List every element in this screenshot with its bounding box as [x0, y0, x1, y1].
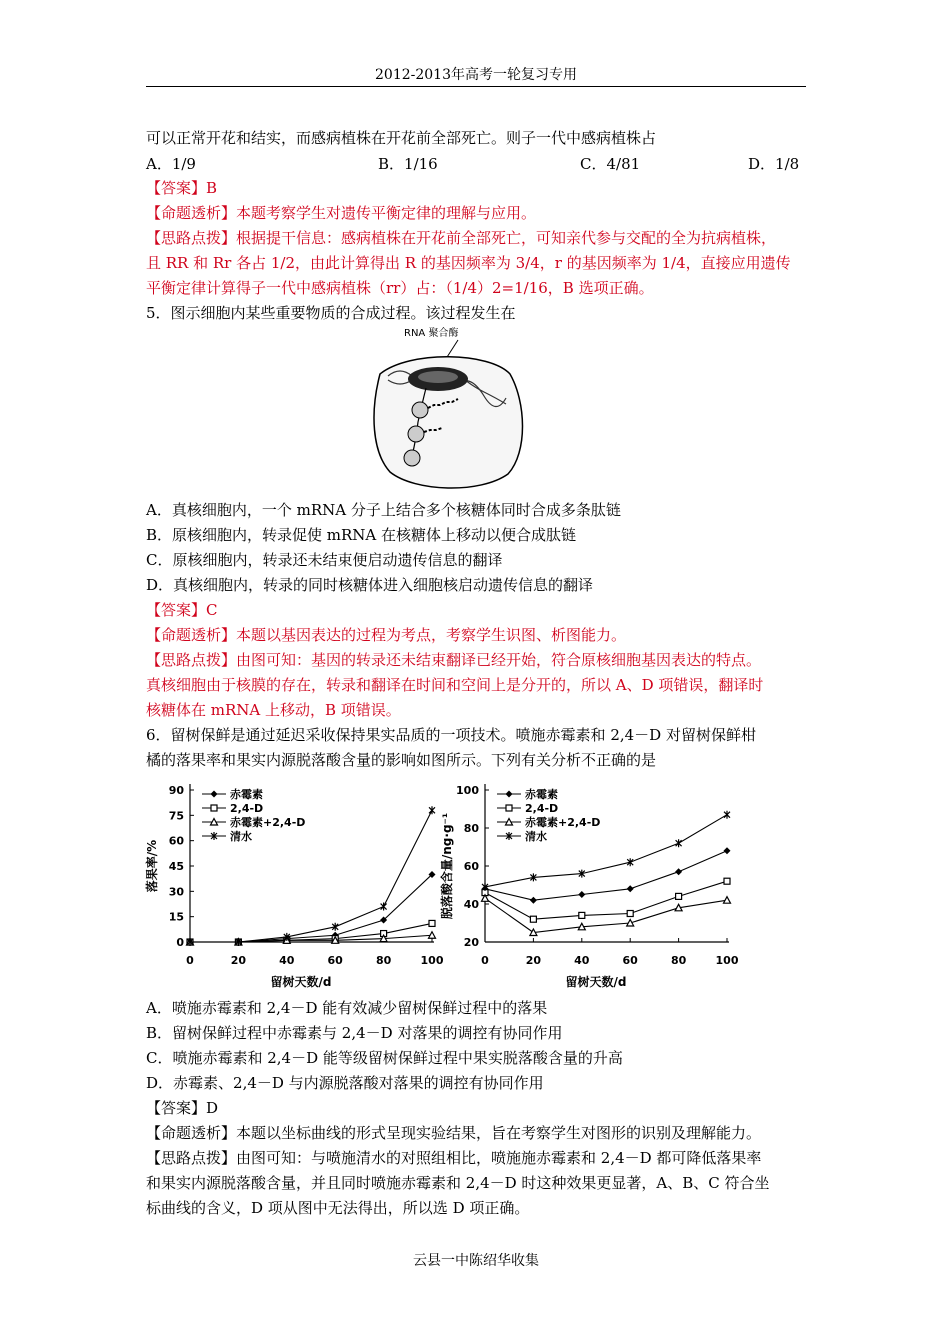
q4-hint-2: 且 RR 和 Rr 各占 1/2，由此计算得出 R 的基因频率为 3/4，r 的基因频率为 1/4，直接应用遗传 [146, 254, 791, 272]
q5-hint-2: 真核细胞由于核膜的存在，转录和翻译在时间和空间上是分开的，所以 A、D 项错误，翻译时 [146, 676, 764, 694]
chart1-x-tick-label: 20 [230, 954, 247, 967]
q5-option-d: D．真核细胞内，转录的同时核糖体进入细胞核启动遗传信息的翻译 [146, 576, 594, 594]
q4-stem: 可以正常开花和结实，而感病植株在开花前全部死亡。则子一代中感病植株占 [146, 129, 657, 147]
chart2-legend-label: 2,4-D [525, 802, 559, 815]
chart2-y-tick-label: 40 [463, 898, 479, 911]
q4-hint-3: 平衡定律计算得子一代中感病植株（rr）占：（1/4）2=1/16，B 选项正确。 [146, 279, 654, 297]
q6-hint-2: 和果实内源脱落酸含量，并且同时喷施赤霉素和 2,4－D 时这种效果更显著，A、B、C 符合坐 [146, 1174, 770, 1192]
chart1-legend-label: 清水 [230, 830, 252, 843]
q5-hint-3: 核糖体在 mRNA 上移动，B 项错误。 [146, 701, 401, 719]
chart1-x-tick-label: 80 [375, 954, 392, 967]
q6-hint-1: 【思路点拨】由图可知：与喷施清水的对照组相比，喷施施赤霉素和 2,4－D 都可降低落果率 [146, 1149, 762, 1167]
chart1-x-tick-label: 40 [279, 954, 295, 967]
chart1-series-line [190, 923, 432, 942]
fruit-drop-chart [140, 772, 444, 1000]
chart1-y-axis-label: 落果率/% [145, 839, 159, 893]
abscisic-acid-chart [435, 772, 739, 1000]
chart1-legend-marker [211, 805, 217, 811]
chart2-y-tick-label: 100 [456, 784, 479, 797]
chart1-x-tick-label: 60 [327, 954, 343, 967]
chart1-legend-label: 2,4-D [230, 802, 264, 815]
q5-hint-1: 【思路点拨】由图可知：基因的转录还未结束翻译已经开始，符合原核细胞基因表达的特点。 [146, 651, 762, 669]
chart1-series-line [190, 935, 432, 942]
chart2-data-point [530, 897, 537, 904]
chart1-data-point [381, 903, 387, 911]
chart1-legend-marker [211, 791, 218, 798]
q6-option-a: A．喷施赤霉素和 2,4－D 能有效减少留树保鲜过程中的落果 [146, 999, 548, 1017]
chart2-series-line [485, 881, 727, 919]
transcription-figure [360, 322, 530, 494]
q4-intent: 【命题透析】本题考察学生对遗传平衡定律的理解与应用。 [146, 204, 537, 222]
q5-option-b: B．原核细胞内，转录促使 mRNA 在核糖体上移动以便合成肽链 [146, 526, 577, 544]
chart1-x-tick-label: 0 [186, 954, 194, 967]
chart1-y-tick-label: 45 [168, 860, 184, 873]
chart1-y-tick-label: 30 [168, 885, 184, 899]
chart1-x-tick-label: 100 [420, 954, 444, 967]
q5-stem: 5．图示细胞内某些重要物质的合成过程。该过程发生在 [146, 304, 516, 322]
q5-answer: 【答案】C [146, 601, 218, 619]
chart2-legend-marker [506, 805, 512, 811]
chart2-x-tick-label: 0 [481, 954, 489, 967]
chart1-legend-label: 赤霉素 [230, 788, 263, 801]
q4-option-a: A．1/9 [146, 155, 196, 173]
q6-option-d: D．赤霉素、2,4－D 与内源脱落酸对落果的调控有协同作用 [146, 1074, 544, 1092]
chart1-y-tick-label: 60 [168, 834, 184, 848]
chart2-x-tick-label: 100 [715, 954, 739, 967]
chart1-x-axis-label: 留树天数/d [270, 975, 332, 989]
chart2-legend-marker [506, 791, 513, 798]
q4-option-b: B．1/16 [378, 155, 438, 173]
chart2-series-line [485, 898, 727, 932]
rna-polymerase-label: RNA 聚合酶 [404, 328, 459, 339]
header-rule [146, 86, 806, 87]
chart2-legend-label: 清水 [525, 830, 547, 843]
q6-hint-3: 标曲线的含义，D 项从图中无法得出，所以选 D 项正确。 [146, 1199, 530, 1217]
chart2-data-point [675, 868, 682, 875]
chart2-data-point [676, 893, 682, 899]
chart2-data-point [627, 911, 633, 917]
chart1-y-tick-label: 15 [168, 910, 184, 924]
chart2-x-tick-label: 20 [525, 954, 542, 967]
chart1-y-tick-label: 0 [176, 936, 184, 949]
chart2-data-point [724, 878, 730, 884]
chart1-y-tick-label: 90 [168, 784, 184, 797]
chart2-data-point [627, 885, 634, 892]
chart2-x-axis-label: 留树天数/d [565, 975, 627, 989]
chart2-legend-label: 赤霉素 [525, 788, 558, 801]
chart2-data-point [724, 811, 730, 819]
chart2-data-point [724, 897, 731, 904]
chart2-data-point [579, 912, 585, 918]
q6-intent: 【命题透析】本题以坐标曲线的形式呈现实验结果，旨在考察学生对图形的识别及理解能力。 [146, 1124, 762, 1142]
chart1-legend-label: 赤霉素+2,4-D [230, 816, 306, 829]
chart2-data-point [724, 847, 731, 854]
chart2-x-tick-label: 60 [622, 954, 638, 967]
chart1-series-line [190, 810, 432, 942]
page-footer: 云县一中陈绍华收集 [413, 1253, 539, 1269]
q5-option-a: A．真核细胞内，一个 mRNA 分子上结合多个核糖体同时合成多条肽链 [146, 501, 621, 519]
chart2-y-tick-label: 60 [463, 860, 479, 873]
chart1-y-tick-label: 75 [168, 809, 184, 823]
chart2-x-tick-label: 40 [574, 954, 590, 967]
q6-stem-1: 6．留树保鲜是通过延迟采收保持果实品质的一项技术。喷施赤霉素和 2,4－D 对留树保鲜柑 [146, 726, 756, 744]
chart2-y-tick-label: 20 [463, 936, 479, 949]
q4-answer: 【答案】B [146, 179, 218, 197]
page-header: 2012-2013年高考一轮复习专用 [375, 67, 577, 83]
q6-answer: 【答案】D [146, 1099, 219, 1117]
chart2-series-line [485, 815, 727, 887]
chart2-x-tick-label: 80 [670, 954, 687, 967]
q4-option-d: D．1/8 [748, 155, 800, 173]
q6-option-c: C．喷施赤霉素和 2,4－D 能等级留树保鲜过程中果实脱落酸含量的升高 [146, 1049, 623, 1067]
chart2-y-tick-label: 80 [463, 822, 479, 835]
q5-intent: 【命题透析】本题以基因表达的过程为考点，考察学生识图、析图能力。 [146, 626, 627, 644]
chart2-data-point [676, 839, 682, 847]
chart2-data-point [530, 916, 536, 922]
q4-option-c: C．4/81 [580, 155, 641, 173]
chart2-data-point [578, 891, 585, 898]
chart2-legend-label: 赤霉素+2,4-D [525, 816, 601, 829]
q5-option-c: C．原核细胞内，转录还未结束便启动遗传信息的翻译 [146, 551, 503, 569]
q4-hint-1: 【思路点拨】根据提干信息：感病植株在开花前全部死亡，可知亲代参与交配的全为抗病植株， [146, 229, 777, 247]
q6-option-b: B．留树保鲜过程中赤霉素与 2,4－D 对落果的调控有协同作用 [146, 1024, 563, 1042]
chart2-y-axis-label: 脱落酸含量/ng·g⁻¹ [440, 812, 454, 920]
q6-stem-2: 橘的落果率和果实内源脱落酸含量的影响如图所示。下列有关分析不正确的是 [146, 751, 657, 769]
